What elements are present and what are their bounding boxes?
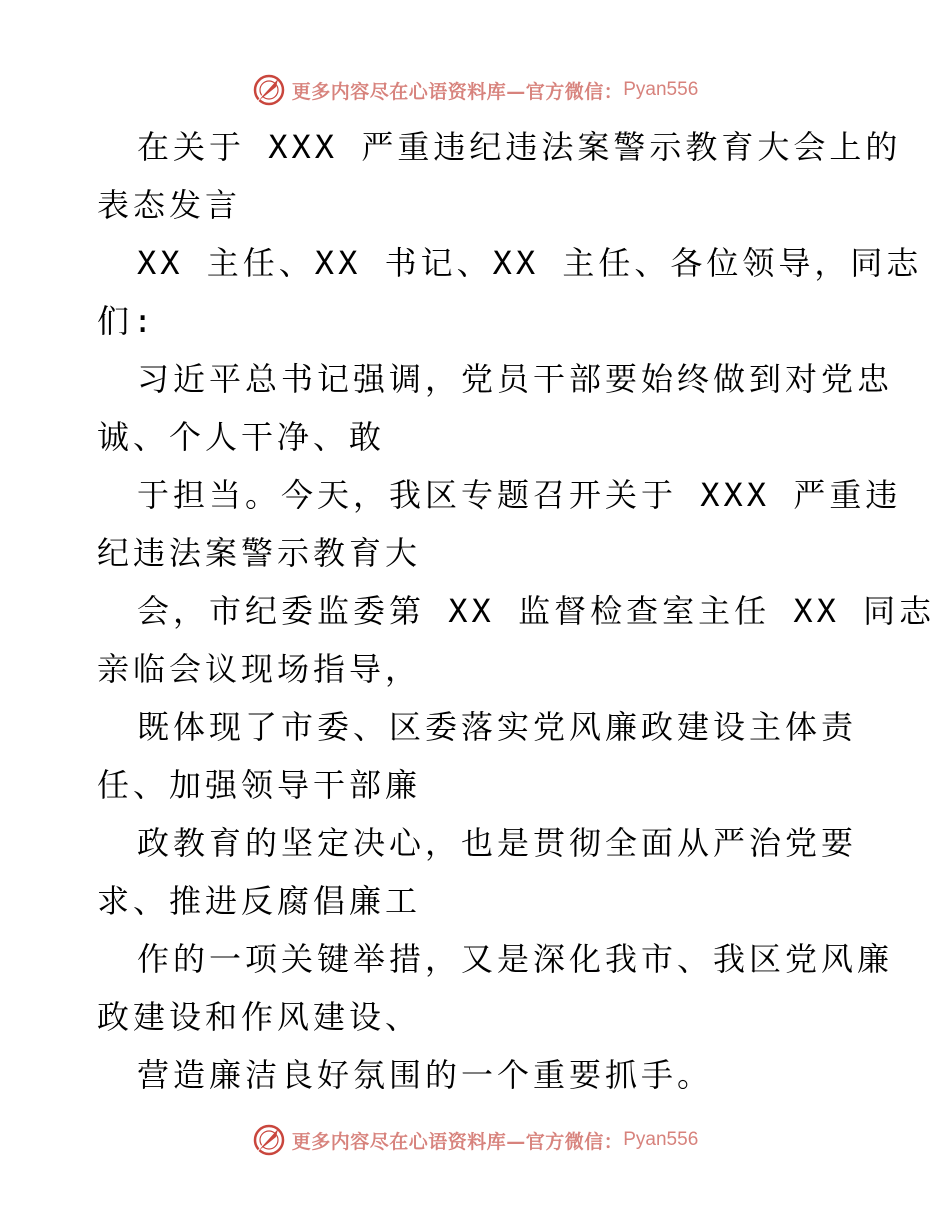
watermark-text: 更多内容尽在心语资料库—官方微信： — [291, 1130, 624, 1153]
doc-line: 作的一项关键举措，又是深化我市、我区党风廉 — [137, 940, 894, 978]
doc-line: 营造廉洁良好氛围的一个重要抓手。 — [137, 1056, 714, 1094]
watermark-footer — [0, 1120, 950, 1160]
watermark-header — [0, 70, 950, 110]
doc-line: 于担当。今天，我区专题召开关于 XXX 严重违 — [137, 476, 902, 514]
doc-line: XX 主任、XX 书记、XX 主任、各位领导，同志 — [137, 244, 923, 282]
doc-line: 们: — [97, 302, 157, 340]
doc-line: 亲临会议现场指导， — [97, 650, 422, 688]
watermark-text: 更多内容尽在心语资料库—官方微信： — [291, 80, 624, 103]
doc-line: 表态发言 — [97, 186, 242, 224]
document-body — [97, 118, 936, 1104]
quill-logo-icon — [252, 1123, 286, 1157]
doc-line: 政教育的坚定决心，也是贯彻全面从严治党要 — [137, 824, 858, 862]
doc-line: 会，市纪委监委第 XX 监督检查室主任 XX 同志 — [137, 592, 936, 630]
doc-line: 在关于 XXX 严重违纪违法案警示教育大会上的 — [137, 128, 902, 166]
watermark-wechat-id: Pyan556 — [623, 1129, 699, 1150]
watermark-wechat-id: Pyan556 — [623, 79, 699, 100]
doc-line: 任、加强领导干部廉 — [97, 766, 422, 804]
doc-line: 既体现了市委、区委落实党风廉政建设主体责 — [137, 708, 858, 746]
doc-line: 求、推进反腐倡廉工 — [97, 882, 422, 920]
doc-line: 纪违法案警示教育大 — [97, 534, 422, 572]
doc-line: 诚、个人干净、敢 — [97, 418, 386, 456]
quill-logo-icon — [252, 73, 286, 107]
doc-line: 习近平总书记强调，党员干部要始终做到对党忠 — [137, 360, 894, 398]
doc-line: 政建设和作风建设、 — [97, 998, 422, 1036]
